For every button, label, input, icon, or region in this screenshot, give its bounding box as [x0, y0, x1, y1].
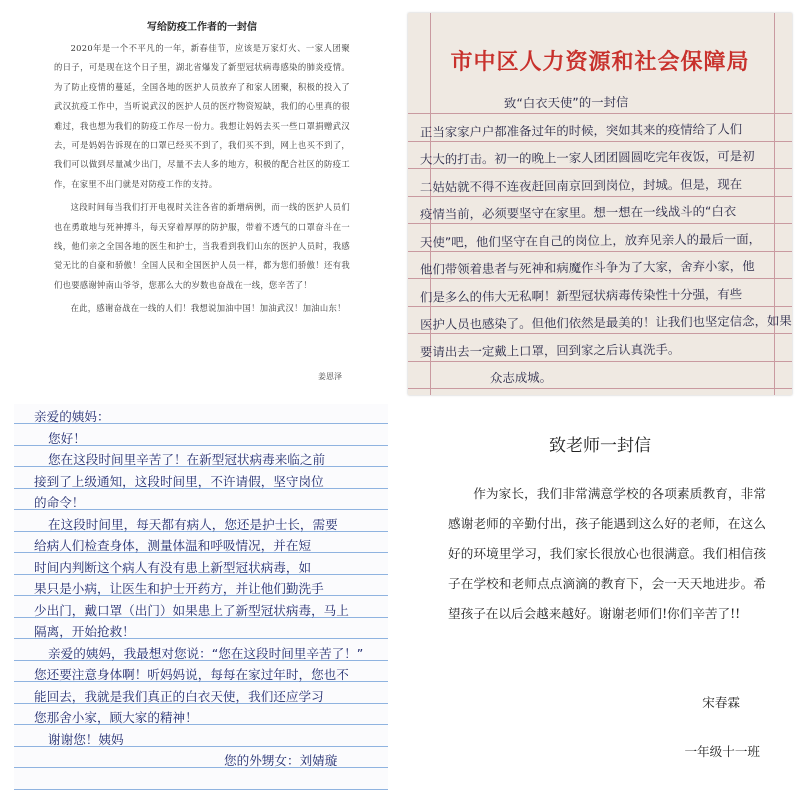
letter3-line: 时间内判断这个病人有没有患上新型冠状病毒，如 [34, 559, 312, 575]
letter3-line: 亲爱的姨妈，我最想对您说：“您在这段时间里辛苦了！” [48, 645, 364, 661]
ruled-line [408, 113, 792, 114]
ruled-line [14, 789, 388, 790]
ruled-line [408, 251, 792, 252]
letter3-line: 您那舍小家，顾大家的精神！ [34, 710, 198, 725]
letter3-line: 亲爱的姨妈： [34, 409, 110, 424]
letter3-line: 您好！ [48, 430, 86, 446]
letter3-line: 少出门，戴口罩（出门）如果患上了新型冠状病毒，马上 [34, 602, 349, 618]
letter2-line: 众志成城。 [489, 369, 553, 386]
letter2-line: 正当家家户户都准备过年的时候，突如其来的疫情给了人们 [419, 120, 743, 140]
letter2-line: 们是多么的伟大无私啊！新型冠状病毒传染性十分强，有些 [419, 285, 743, 305]
letter3-line: 您在这段时间里辛苦了！在新型冠状病毒来临之前 [48, 452, 326, 467]
letter4-body: 作为家长，我们非常满意学校的各项素质教育，非常感谢老师的辛勤付出，孩子能遇到这么好的老师，在这么好的环境里学习，我们家长很放心也很满意。我们相信孩子在学校和老师点点滴滴的教育下，会一天天地进步。希望孩子在以后会越来越好。谢谢老师们!你们辛苦了!! [448, 486, 766, 621]
ruled-line [408, 278, 792, 279]
letter3-line: 给病人们检查身体，测量体温和呼吸情况，并在短 [34, 538, 312, 553]
letter3-line: 的命令！ [34, 495, 85, 510]
letter1-title: 写给防疫工作者的一封信 [147, 22, 257, 33]
ruled-line [408, 388, 792, 389]
letter3-line: 在这段时间里，每天都有病人，您还是护士长，需要 [48, 516, 338, 532]
letterhead-letter-panel [408, 13, 792, 395]
letter4-class: 一年级十一班 [684, 744, 760, 759]
letter2-line: 要请出去一定戴上口罩，回到家之后认真洗手。 [419, 341, 681, 359]
ruled-line [408, 196, 792, 197]
letter2-line: 疫情当前，必须要坚守在家里。想一想在一线战斗的“白衣 [419, 203, 737, 222]
letter3-line: 能回去，我就是我们真正的白衣天使，我们还应学习 [34, 688, 324, 704]
ruled-line [408, 141, 792, 142]
letter2-title: 致“白衣天使”的一封信 [503, 94, 629, 111]
margin-rule [774, 13, 775, 395]
letter2-line: 他们带领着患者与死神和病魔作斗争为了大家，舍弃小家，他 [419, 258, 755, 277]
ruled-line [408, 333, 792, 334]
letter3-line: 谢谢您！姨妈 [48, 731, 124, 747]
letter2-line: 大大的打击。初一的晚上一家人团团圆圆吃完年夜饭，可是初 [419, 148, 755, 167]
ruled-line [408, 361, 792, 362]
letter3-line: 果只是小病，让医生和护士开药方，并让他们勤洗手 [34, 581, 324, 596]
ruled-line [408, 306, 792, 307]
lined-paper-letter-panel [14, 404, 388, 790]
letter3-line: 接到了上级通知，这段时间里，不许请假，坚守岗位 [34, 473, 324, 489]
letter3-line: 隔离，开始抢救！ [34, 624, 135, 639]
letter2-line: 医护人员也感染了。但他们依然是最美的！让我们也坚定信念，如果 [419, 313, 792, 332]
typed-letter-panel [44, 12, 360, 392]
letter4-title: 致老师一封信 [549, 436, 651, 456]
letter2-line: 天使”吧，他们坚守在自己的岗位上，放弃见亲人的最后一面， [419, 230, 762, 250]
letter1-signature: 姜恩泽 [318, 372, 342, 381]
letter4-signature: 宋春霖 [702, 695, 740, 710]
letter1-paragraph: 2020年是一个不平凡的一年，新春佳节，应该是万家灯火、一家人团聚的日子，可是现在这个日子里，湖北省爆发了新型冠状病毒感染的肺炎疫情。为了防止疫情的蔓延，全国各地的医护人员放弃了和家人团聚，积极的投入了武汉抗疫工作中，当听说武汉的医护人员的医疗物资短缺，我们的心里真的很难过，我也想为我们的防疫工作尽一份力。我想让妈妈去买一些口罩捐赠武汉去，可是妈妈告诉现在的口罩已经买不到了，我们买不到，网上也买不到了，我们可以做到尽量减少出门，尽量不去人多的地方，积极的配合社区的防疫工作，在家里不出门就是对防疫工作的支持。 [54, 43, 350, 189]
ruled-line [408, 223, 792, 224]
letterhead-title: 市中区人力资源和社会保障局 [450, 49, 750, 75]
letter1-paragraph: 在此，感谢奋战在一线的人们！我想说加油中国！加油武汉！加油山东！ [70, 303, 346, 314]
printed-letter-panel [410, 404, 790, 790]
letter1-paragraph: 这段时间每当我们打开电视时关注各省的新增病例，而一线的医护人员们也在勇敢地与死神搏斗，每天穿着厚厚的防护服，带着不透气的口罩奋斗在一线，他们亲之全国各地的医生和护士，当我看到我们山东的医护人员时，我感觉无比的自豪和骄傲！全国人民和全国医护人员一样，都为您们骄傲！还有我们也要感谢钟南山爷爷，您那么大的岁数也奋战在一线，您辛苦了！ [54, 202, 350, 290]
letter3-line: 您还要注意身体啊！听妈妈说，每每在家过年时，您也不 [34, 667, 349, 682]
letter2-line: 二姑姑就不得不连夜赶回南京回到岗位，封城。但是，现在 [419, 175, 743, 195]
ruled-line [408, 168, 792, 169]
letter3-signature: 您的外甥女：刘婧璇 [224, 753, 338, 768]
